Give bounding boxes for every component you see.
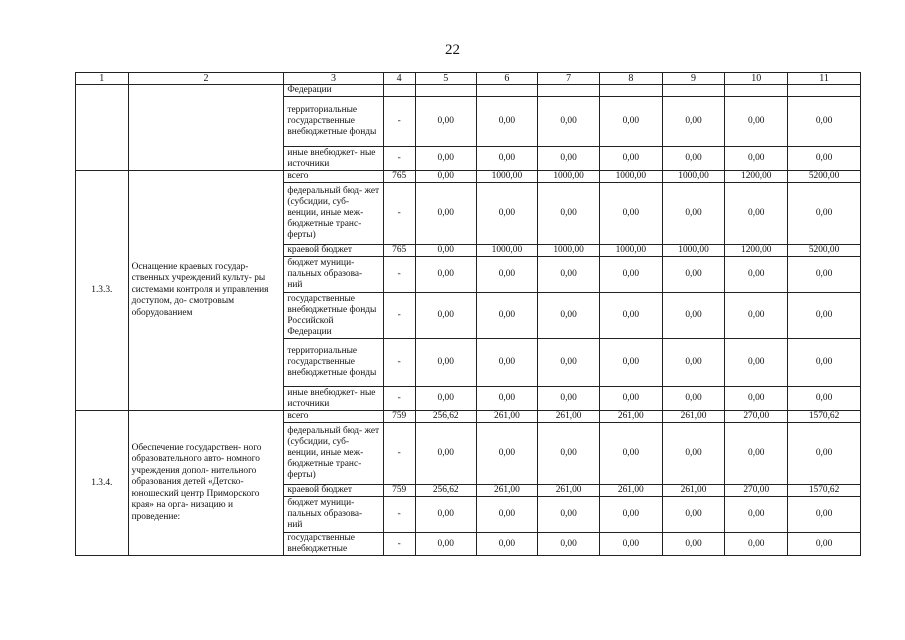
amount-cell: 5200,00 (788, 171, 861, 183)
amount-cell: 1200,00 (725, 171, 788, 183)
column-number: 3 (284, 73, 383, 85)
column-number: 2 (128, 73, 284, 85)
amount-cell: 0,00 (415, 97, 476, 147)
amount-cell: 0,00 (538, 423, 600, 485)
amount-cell: 261,00 (599, 485, 662, 497)
amount-cell: 0,00 (725, 339, 788, 387)
amount-cell: 0,00 (662, 423, 725, 485)
amount-cell: 0,00 (415, 423, 476, 485)
table-row (76, 411, 861, 423)
budget-code: - (383, 339, 415, 387)
column-number: 4 (383, 73, 415, 85)
amount-cell: 0,00 (476, 497, 538, 533)
amount-cell: 0,00 (415, 171, 476, 183)
amount-cell: 0,00 (476, 293, 538, 339)
budget-code: - (383, 147, 415, 171)
amount-cell: 0,00 (538, 339, 600, 387)
amount-cell: 0,00 (788, 533, 861, 556)
budget-code: - (383, 293, 415, 339)
amount-cell: 0,00 (599, 257, 662, 293)
amount-cell: 256,62 (415, 411, 476, 423)
amount-cell: 5200,00 (788, 245, 861, 257)
amount-cell: 0,00 (538, 293, 600, 339)
item-title-cell (128, 85, 284, 171)
funding-source: федеральный бюд- жет (субсидии, суб- венции, иные меж- бюджетные транс- ферты) (284, 423, 383, 485)
amount-cell: 0,00 (476, 183, 538, 245)
amount-cell: 0,00 (599, 533, 662, 556)
amount-cell: 0,00 (788, 387, 861, 411)
funding-source: бюджет муници- пальных образова- ний (284, 497, 383, 533)
budget-code: - (383, 423, 415, 485)
amount-cell: 0,00 (599, 97, 662, 147)
amount-cell: 0,00 (725, 497, 788, 533)
budget-code: 759 (383, 485, 415, 497)
funding-source: территориальные государственные внебюджетные фонды (284, 339, 383, 387)
budget-code: - (383, 183, 415, 245)
amount-cell (725, 85, 788, 97)
amount-cell: 0,00 (415, 183, 476, 245)
amount-cell: 0,00 (415, 147, 476, 171)
amount-cell (788, 85, 861, 97)
funding-source: всего (284, 411, 383, 423)
funding-source: Федерации (284, 85, 383, 97)
funding-source: территориальные государственные внебюджетные фонды (284, 97, 383, 147)
amount-cell: 1000,00 (476, 171, 538, 183)
amount-cell: 0,00 (476, 387, 538, 411)
amount-cell: 0,00 (725, 147, 788, 171)
funding-source: иные внебюджет- ные источники (284, 387, 383, 411)
amount-cell: 0,00 (415, 497, 476, 533)
budget-code: 765 (383, 171, 415, 183)
amount-cell: 0,00 (599, 147, 662, 171)
amount-cell: 261,00 (476, 485, 538, 497)
amount-cell: 0,00 (662, 387, 725, 411)
amount-cell: 0,00 (476, 533, 538, 556)
amount-cell: 0,00 (415, 245, 476, 257)
amount-cell: 0,00 (415, 339, 476, 387)
amount-cell: 0,00 (415, 257, 476, 293)
amount-cell: 0,00 (725, 183, 788, 245)
amount-cell: 0,00 (415, 387, 476, 411)
amount-cell: 0,00 (725, 423, 788, 485)
amount-cell: 0,00 (599, 183, 662, 245)
amount-cell: 0,00 (538, 533, 600, 556)
amount-cell: 0,00 (599, 387, 662, 411)
amount-cell: 0,00 (788, 339, 861, 387)
column-number: 5 (415, 73, 476, 85)
amount-cell (599, 85, 662, 97)
amount-cell: 1000,00 (599, 171, 662, 183)
amount-cell: 0,00 (662, 97, 725, 147)
budget-code: - (383, 533, 415, 556)
amount-cell: 0,00 (788, 257, 861, 293)
funding-source: государственные внебюджетные фонды Российской Федерации (284, 293, 383, 339)
amount-cell: 270,00 (725, 485, 788, 497)
amount-cell: 0,00 (725, 533, 788, 556)
amount-cell: 0,00 (538, 497, 600, 533)
amount-cell (415, 85, 476, 97)
amount-cell: 0,00 (662, 497, 725, 533)
budget-code: - (383, 257, 415, 293)
amount-cell: 261,00 (662, 485, 725, 497)
budget-code (383, 85, 415, 97)
funding-source: всего (284, 171, 383, 183)
item-title: Обеспечение государствен- ного образовательного авто- номного учреждения допол- нительного образования детей «Детско-юношеский центр Приморского края» на орга- низацию и проведение: (128, 411, 284, 556)
amount-cell: 261,00 (662, 411, 725, 423)
funding-source: государственные внебюджетные (284, 533, 383, 556)
table-row (76, 85, 861, 97)
funding-source: краевой бюджет (284, 245, 383, 257)
budget-code: - (383, 497, 415, 533)
amount-cell: 0,00 (725, 257, 788, 293)
funding-source: краевой бюджет (284, 485, 383, 497)
amount-cell: 0,00 (476, 257, 538, 293)
amount-cell: 0,00 (662, 257, 725, 293)
amount-cell: 261,00 (599, 411, 662, 423)
column-number: 1 (76, 73, 129, 85)
column-number: 6 (476, 73, 538, 85)
amount-cell: 0,00 (538, 147, 600, 171)
amount-cell: 1000,00 (476, 245, 538, 257)
column-number: 10 (725, 73, 788, 85)
amount-cell: 0,00 (662, 183, 725, 245)
amount-cell: 1570,62 (788, 411, 861, 423)
amount-cell: 0,00 (599, 293, 662, 339)
amount-cell: 270,00 (725, 411, 788, 423)
funding-source: бюджет муници- пальных образова- ний (284, 257, 383, 293)
amount-cell: 1570,62 (788, 485, 861, 497)
table-row (76, 171, 861, 183)
amount-cell: 0,00 (662, 147, 725, 171)
amount-cell: 256,62 (415, 485, 476, 497)
budget-table (75, 72, 861, 556)
amount-cell (476, 85, 538, 97)
amount-cell: 1000,00 (538, 245, 600, 257)
amount-cell: 1200,00 (725, 245, 788, 257)
amount-cell: 261,00 (538, 485, 600, 497)
amount-cell: 0,00 (476, 97, 538, 147)
amount-cell: 261,00 (476, 411, 538, 423)
column-number: 8 (599, 73, 662, 85)
amount-cell: 0,00 (415, 533, 476, 556)
amount-cell: 0,00 (538, 183, 600, 245)
amount-cell: 0,00 (538, 257, 600, 293)
item-number-cell (76, 85, 129, 171)
amount-cell: 0,00 (538, 97, 600, 147)
amount-cell: 0,00 (476, 423, 538, 485)
amount-cell: 0,00 (788, 183, 861, 245)
amount-cell: 0,00 (476, 339, 538, 387)
column-number: 9 (662, 73, 725, 85)
amount-cell: 0,00 (725, 293, 788, 339)
column-number: 7 (538, 73, 600, 85)
budget-code: - (383, 387, 415, 411)
amount-cell: 0,00 (725, 97, 788, 147)
column-number-row (76, 73, 861, 85)
amount-cell: 0,00 (599, 339, 662, 387)
funding-source: федеральный бюд- жет (субсидии, суб- венции, иные меж- бюджетные транс- ферты) (284, 183, 383, 245)
amount-cell: 1000,00 (662, 245, 725, 257)
amount-cell: 1000,00 (538, 171, 600, 183)
budget-code: 759 (383, 411, 415, 423)
amount-cell: 0,00 (788, 97, 861, 147)
amount-cell: 0,00 (788, 497, 861, 533)
amount-cell: 0,00 (788, 147, 861, 171)
amount-cell: 1000,00 (599, 245, 662, 257)
column-number: 11 (788, 73, 861, 85)
amount-cell: 1000,00 (662, 171, 725, 183)
amount-cell: 0,00 (788, 293, 861, 339)
amount-cell: 0,00 (662, 293, 725, 339)
budget-code: - (383, 97, 415, 147)
budget-code: 765 (383, 245, 415, 257)
amount-cell: 0,00 (662, 533, 725, 556)
item-number: 1.3.3. (76, 171, 129, 411)
amount-cell: 261,00 (538, 411, 600, 423)
item-title: Оснащение краевых государ- ственных учреждений культу- ры системами контроля и управления доступом, до- смотровым оборудованием (128, 171, 284, 411)
amount-cell (538, 85, 600, 97)
amount-cell: 0,00 (538, 387, 600, 411)
amount-cell: 0,00 (725, 387, 788, 411)
funding-source: иные внебюджет- ные источники (284, 147, 383, 171)
amount-cell: 0,00 (599, 497, 662, 533)
page-number: 22 (445, 42, 460, 58)
amount-cell: 0,00 (599, 423, 662, 485)
item-number: 1.3.4. (76, 411, 129, 556)
amount-cell (662, 85, 725, 97)
amount-cell: 0,00 (415, 293, 476, 339)
amount-cell: 0,00 (476, 147, 538, 171)
amount-cell: 0,00 (788, 423, 861, 485)
amount-cell: 0,00 (662, 339, 725, 387)
